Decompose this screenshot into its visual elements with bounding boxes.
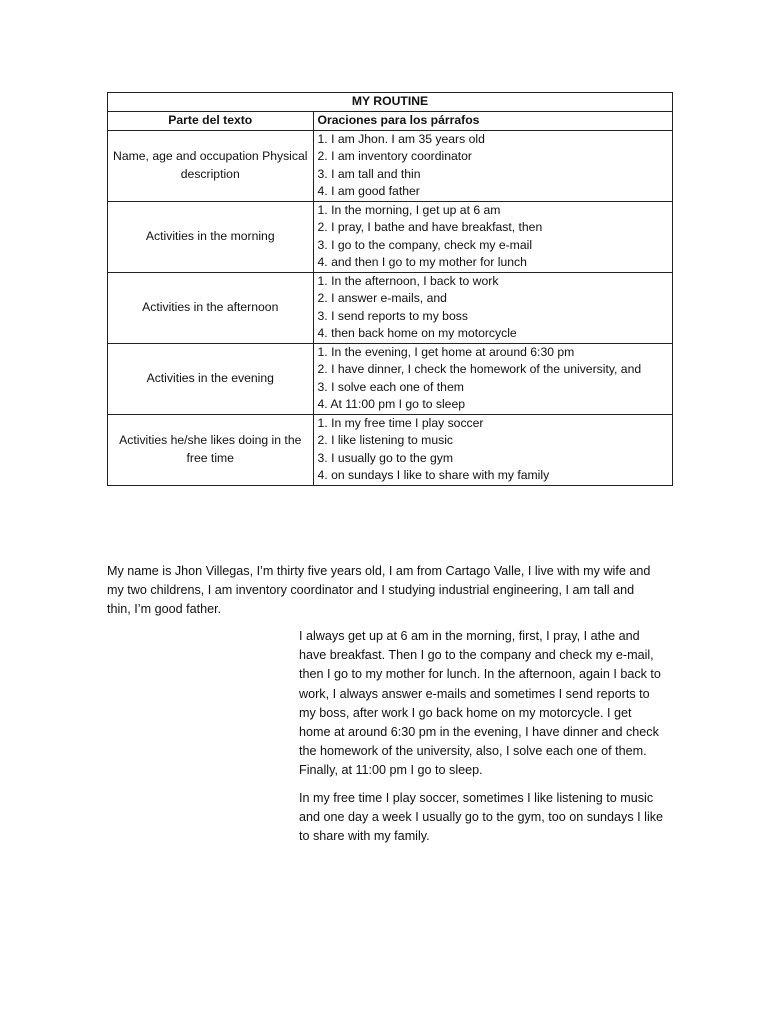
sentence: 1. I am Jhon. I am 35 years old [317, 131, 485, 146]
routine-table [107, 92, 673, 486]
free-time-paragraph: In my free time I play soccer, sometimes I like listening to music and one day a week I usually go to the gym, too on sundays I like to share with my family. [299, 791, 664, 844]
sentence: 3. I go to the company, check my e-mail [317, 237, 533, 252]
table-row [108, 130, 673, 201]
sentence: 2. I have dinner, I check the homework of the university, and [317, 362, 642, 376]
sentence: 4. and then I go to my mother for lunch [317, 255, 527, 269]
intro-paragraph: My name is Jhon Villegas, I’m thirty five years old, I am from Cartago Valle, I live with my wife and my two childrens, I am inventory coordinator and I studying industrial engineering, I am tall and thin, I’m good father. [107, 564, 651, 617]
sentence: 2. I am inventory coordinator [317, 149, 472, 163]
daily-routine-paragraph: I always get up at 6 am in the morning, first, I pray, I athe and have breakfast. Then I go to the company and check my e-mail, then I go to my mother for lunch. In the afternoon, again I back to work, I always answer e-mails and sometimes I send reports to my boss, after work I go back home on my motorcycle. I get home at around 6:30 pm in the evening, I have dinner and check the homework of the university, also, I solve each one of them. Finally, at 11:00 pm I go to sleep. [299, 629, 661, 778]
sentence: 4. on sundays I like to share with my family [317, 468, 550, 482]
row-sentences [313, 414, 672, 485]
header-parte-del-texto: Parte del texto [108, 111, 314, 130]
row-label: Activities in the morning [108, 201, 314, 272]
row-sentences [313, 130, 672, 201]
sentence: 4. At 11:00 pm I go to sleep [317, 397, 466, 411]
row-label: Name, age and occupation Physical description [108, 130, 314, 201]
sentence: 3. I send reports to my boss [317, 308, 468, 323]
row-label: Activities in the afternoon [108, 272, 314, 343]
table-row [108, 343, 673, 414]
sentence: 1. In my free time I play soccer [317, 415, 484, 430]
sentence: 2. I answer e-mails, and [317, 291, 447, 305]
sentence: 3. I solve each one of them [317, 379, 464, 394]
sentence: 1. In the afternoon, I back to work [317, 273, 499, 288]
row-sentences [313, 272, 672, 343]
row-sentences [313, 201, 672, 272]
table-row [108, 414, 673, 485]
table-title: MY ROUTINE [108, 93, 673, 112]
sentence: 2. I like listening to music [317, 433, 454, 447]
table-row [108, 272, 673, 343]
sentence: 3. I usually go to the gym [317, 450, 454, 465]
row-label: Activities he/she likes doing in the free time [108, 414, 314, 485]
sentence: 4. then back home on my motorcycle [317, 326, 517, 340]
sentence: 1. In the evening, I get home at around 6:30 pm [317, 344, 575, 359]
sentence: 4. I am good father [317, 184, 420, 198]
sentence: 3. I am tall and thin [317, 166, 421, 181]
header-oraciones: Oraciones para los párrafos [313, 111, 672, 130]
table-row [108, 201, 673, 272]
row-sentences [313, 343, 672, 414]
sentence: 2. I pray, I bathe and have breakfast, then [317, 220, 543, 234]
sentence: 1. In the morning, I get up at 6 am [317, 202, 501, 217]
table-title-row [108, 93, 673, 112]
table-header-row [108, 111, 673, 130]
row-label: Activities in the evening [108, 343, 314, 414]
